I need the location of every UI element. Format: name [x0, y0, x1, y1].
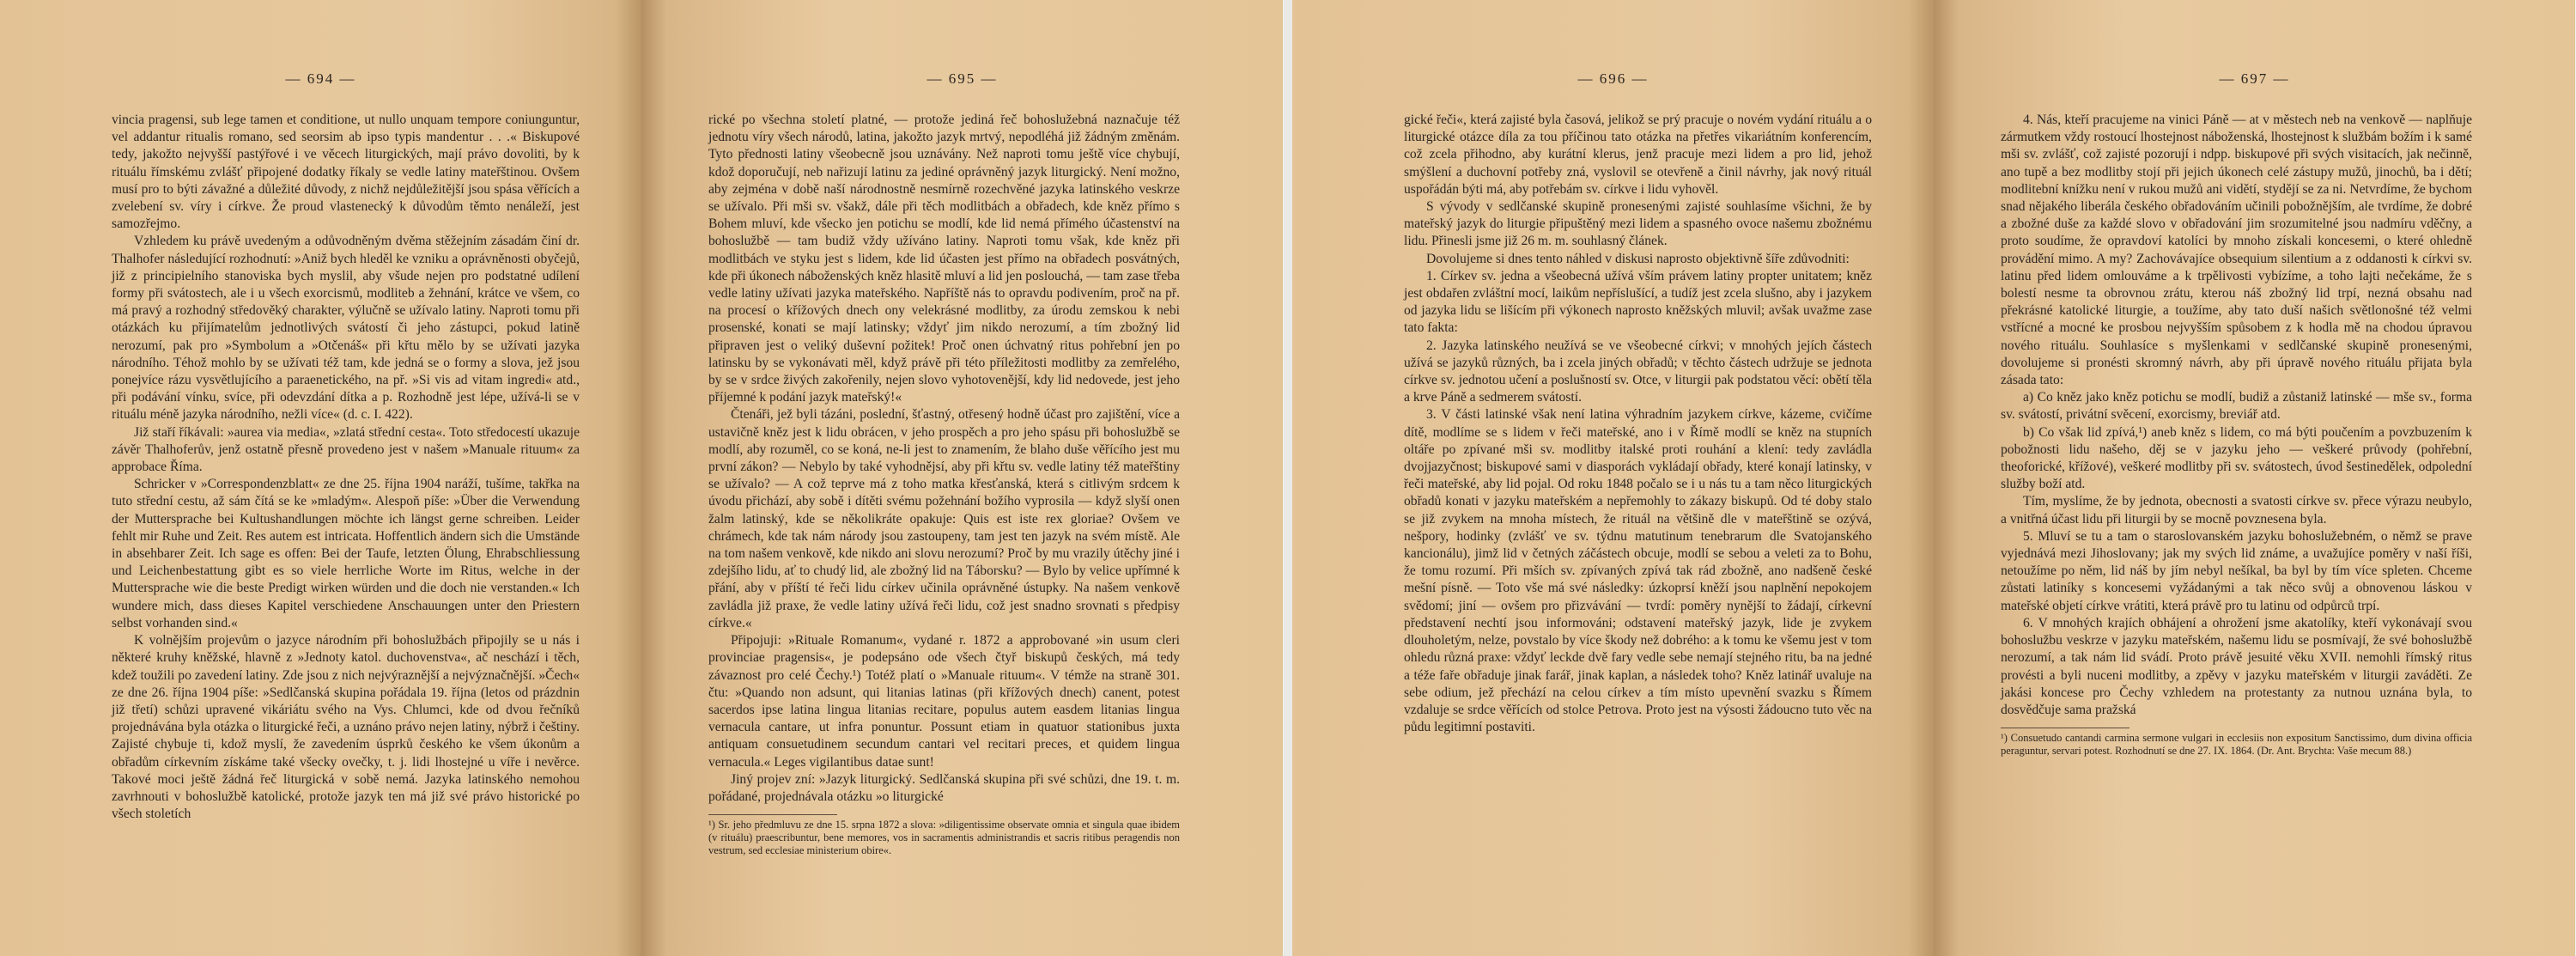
footnote: ¹) Sr. jeho předmluvu ze dne 15. srpna 1872 a slova: »diligentissime observate omnia et singula quae ibidem (v rituálu) praescribuntur, bene memores, vos in sacramentis administrandis et sacris ritibus peragendis non vestrum, sed ecclesiae ministerium obire«.: [708, 819, 1180, 857]
page-694: [0, 0, 641, 956]
paragraph: Vzhledem ku právě uvedeným a odůvodněným dvěma stěžejním zásadám činí dr. Thalhofer následující rozhodnutí: »Aniž bych hleděl ke vzniku a oprávněnosti obyčejů, již z principielního stanoviska bych myslil, aby všude nejen pro podstatné udílení formy při svátostech, ale i u všech exorcismů, modliteb a žehnání, krátce ve všem, co má pravý a rozhodný středověký charakter, výlučně se užívalo latiny. Naproti tomu při otázkách ku přijímatelům jednotlivých svátostí či jeho zástupci, pokud latině nerozumí, pak pro »Symbolum a »Otčenáš« při křtu mělo by se užívati jazyka národního. Téhož mohlo by se užívati též tam, kde jedná se o formy a slova, jež jsou ponejvíce rázu vysvětlujícího a paraenetického, na př. »Si vis ad vitam ingredi« atd., při podávání vínku, svíce, při odevzdání dítka a p. Rozhodně jest lépe, užívá-li se v rituálu méně jazyka národního, nežli více« (d. c. I. 422).: [112, 234, 580, 423]
paragraph: 6. V mnohých krajích obhájení a ohrožení jsme akatolíky, kteří vykonávají svou bohoslužbu veskrze v jazyku mateřském, našemu lidu se posmívají, že své bohoslužbě nerozumí, a tak nám lid svádí. Proto právě jesuité věku XVII. nemohli římský ritus provésti a byli nuceni modlitby, a zpěvy v jazyku mateřském v liturgii zaváděti. Ze jakási koncese pro Čechy vzhledem na protestanty za nutnou uznána byla, to dosvědčuje sama pražská: [2001, 615, 2472, 717]
paragraph: 1. Církev sv. jedna a všeobecná užívá vším právem latiny propter unitatem; kněz jest obdařen zvláštní mocí, laikům nepříslušící, a tudíž jest zcela slušno, aby i jazykem od jazyka lidu se lišícím při výkonech naprosto kněžských mluvil; avšak uvažme zase tato fakta:: [1404, 268, 1872, 336]
page-number: — 697 —: [2219, 70, 2290, 87]
page-number: — 695 —: [927, 70, 998, 87]
paragraph: b) Co však lid zpívá,¹) aneb kněz s lidem, co má býti poučením a povzbuzením k pobožnosti lidu našeho, děj se v jazyku jeho — veškeré průvody (pohřební, theoforické, křížové), veškeré modlitby při sv. svátostech, úvod šestinedělek, odpolední služby boží atd.: [2001, 424, 2472, 492]
left-scan-spread: [0, 0, 1284, 956]
page-number: — 694 —: [285, 70, 356, 87]
paragraph: Tím, myslíme, že by jednota, obecnosti a svatosti církve sv. přece výrazu neubylo, a vnitřná účast lidu při liturgii by se mocně povznesena byla.: [2001, 494, 2472, 527]
page-body: [112, 112, 580, 823]
page-696: [1292, 0, 1934, 956]
page-697: [1934, 0, 2575, 956]
paragraph: 5. Mluví se tu a tam o staroslovanském jazyku bohoslužebném, o němž se prave vyjednává mezi Jihoslovany; jak my svých lid známe, a uvažujíce poměry v naší říši, netoužíme po něm, lid náš by jím nebyl nešíkal, ba byl by tím více spleten. Chceme zůstati latiníky s koncesemi vyžádanými a tak něco svůj a obnovenou láskou v mateřské objetí církve vrátiti, která právě pro tu latinu od odpůrců trpí.: [2001, 528, 2472, 613]
paragraph: a) Co kněz jako kněz potichu se modlí, budiž a zůstaniž latinské — mše sv., forma sv. svátostí, privátní svěcení, exorcismy, breviář atd.: [2001, 390, 2472, 423]
page-number: — 696 —: [1577, 70, 1649, 87]
paragraph: S vývody v sedlčanské skupině pronesenými zajisté souhlasíme všichni, že by mateřský jazyk do liturgie připuštěný mezi lidem a spasného ovoce našemu zbožnému lidu. Přinesli jsme již 26 m. m. souhlasný článek.: [1404, 199, 1872, 249]
paragraph: Připojuji: »Rituale Romanum«, vydané r. 1872 a approbované »in usum cleri provinciae pragensis«, je podepsáno ode všech čtyř biskupů českých, má tedy závaznost pro celé Čechy.¹) Totéž platí o »Manuale rituum«. V témže na straně 301. čtu: »Quando non adsunt, qui litanias latinas (při křížových dnech) canent, potest sacerdos ipse latina lingua litanias recitare, populus autem easdem litanias lingua vernacula cantare, ut infra ponuntur. Possunt etiam in quatuor stationibus juxta antiquam consuetudinem secundum cantari vel recitari preces, et quidem lingua vernacula.« Leges vigilantibus datae sunt!: [708, 633, 1180, 770]
paragraph: Již staří říkávali: »aurea via media«, »zlatá střední cesta«. Toto středocestí ukazuje závěr Thalhoferův, jenž ostatně přesně provedeno jest v našem »Manuale rituum« za approbace Říma.: [112, 424, 580, 475]
footnote: ¹) Consuetudo cantandi carmina sermone vulgari in ecclesiis non expositum Sanctissimo, dum divina officia peraguntur, servari potest. Rozhodnutí se dne 27. IX. 1864. (Dr. Ant. Brychta: Vaše mecum 88.): [2001, 732, 2472, 758]
paragraph: Schricker v »Correspondenzblatt« ze dne 25. října 1904 naráží, tušíme, takřka na tuto střední cestu, až sám čítá se ke »mladým«. Alespoň píše: »Über die Verwendung der Muttersprache bei Kultushandlungen möchte ich längst gerne schreiben. Leider fehlt mir Ruhe und Zeit. Res autem est intricata. Hoffentlich ändern sich die Umstände in absehbarer Zeit. Ich sage es offen: Bei der Taufe, letzten Ölung, Ehrabschliessung und Leichenbestattung gibt es so viele herrliche Worte im Ritus, welche in der Muttersprache wie die beste Predigt wirken würden und die doch nie verstanden.« Ich wundere mich, dass dieses Kapitel verschiedene Anschauungen unter den Priestern selbst vorhanden sind.«: [112, 477, 580, 630]
right-scan-spread: [1292, 0, 2576, 956]
paragraph: K volnějším projevům o jazyce národním při bohoslužbách připojily se u nás i některé kruhy kněžské, hlavně z »Jednoty katol. duchovenstva«, ač neschází i těch, kdež toužili po zavedení latiny. Zde jsou z nich nejvýraznější a nejvýznačnější. »Čech« ze dne 26. října 1904 píše: »Sedlčanská skupina pořádala 19. října (letos od prázdnin již třetí) schůzi upravené vikáriátu svého na Vys. Chlumci, kde od dvou řečníků projednávána byla otázka o liturgické řeči, a uznáno právo nejen latiny, nýbrž i češtiny. Zajisté chybuje ti, kdož myslí, že zavedením úsprků českého ke všem úkonům a obřadům církevním získáme také všecky ovečky, t. j. lidi lhostejné u víře i nevěrce. Takové moci ještě žádná řeč liturgická v sobě nemá. Jazyka latinského nemohou zavrhnouti v bohoslužbě katolické, protože jazyk ten má již své právo historické po všech stoletích: [112, 633, 580, 822]
paragraph: vincia pragensi, sub lege tamen et conditione, ut nullo unquam tempore coniunguntur, vel addantur ritualis romano, sed seorsim ab ipso typis mandentur . . .« Biskupové tedy, jakožto nejvyšší pastýřové i ve věcech liturgických, mají právo dovoliti, by k rituálu římskému zvlášť připojené dodatky říkaly se vedle latiny mateřštinou. Ovšem musí pro to býti závažné a důležité důvody, z nichž nejdůležitější jsou spása věřících a zvelebení sv. víry i církve. Že proud vlastenecký k důvodům těmto nenáleží, jest samozřejmo.: [112, 113, 580, 232]
paragraph: 2. Jazyka latinského neužívá se ve všeobecné církvi; v mnohých jejích částech užívá se jazyků různých, ba i zcela jiných obřadů; v těchto částech udržuje se jednota církve sv. jednotou učení a poslušností sv. Otce, v liturgii pak podstatou věcí: obětí těla a krve Páně a sedmerem svátostí.: [1404, 338, 1872, 405]
page-695: [641, 0, 1283, 956]
footnote-rule: [708, 814, 837, 815]
page-body: [1404, 112, 1872, 736]
paragraph: Dovolujeme si dnes tento náhled v diskusi naprosto objektivně šíře zdůvodniti:: [1426, 251, 1850, 266]
page-body: [708, 112, 1180, 857]
paragraph: Čtenáři, jež byli tázáni, poslední, šťastný, otřesený hodně účast pro zajištění, více a ustavičně kněz jest k lidu obrácen, v jeho prospěch a pro jeho spásu při bohoslužbě se modlí, aby rozuměl, co se koná, ne-li jest to znamením, že blaho duše věřícího jest mu první zákon? — Nebylo by také vyhodnějsí, aby při křtu sv. vedle latiny též mateřštiny se užívalo? — A což teprve má z toho matka křesťanská, která s citlivým srdcem k úvodu přichází, aby sobě i dítěti svému požehnání božího vyprosila — když slyší onen žalm latinský, kde se několikráte opakuje: Quis est iste rex gloriae? Ovšem ve chrámech, kde tak nám národy jsou zastoupeny, tam jest ten jazyk na svém místě. Ale na tom našem venkově, kde nikdo ani slovu nerozumí? Proč by mu vrazily útěchy jiné i zdejšího lidu, ať to chudý lid, ale zbožný lid na Táborsku? — Bylo by velice upřímné k přání, aby v příští té řeči lidu církev učinila oprávněné ústupky. Na našem venkově zavládla již praxe, že vedle latiny užívá řeči lidu, což jest snadno srovnati s předpisy církve.«: [708, 407, 1180, 630]
page-body: [2001, 112, 2472, 758]
paragraph: rické po všechna století platné, — protože jediná řeč bohoslužebná naznačuje též jednotu víry všech národů, latina, jakožto jazyk mrtvý, nepodléhá již žádným změnám. Tyto přednosti latiny všeobecně jsou uznávány. Než naproti tomu ještě více chybují, kdož doporučují, neb nařizují latinu za jediné oprávněný jazyk liturgický. Není možno, aby zejména v době naší národnostně nesmírně rozechvěné jazyka latinského veskrze se užívalo. Při mši sv. všakž, dále při těch modlitbách a obřadech, kde kněz přímo s Bohem mluví, kde všecko jen potichu se modlí, kde lid nemá přímého účastenství na bohoslužbě — tam budiž vždy užíváno latiny. Naproti tomu však, kde kněz při modlitbách ve styku jest s lidem, kde lid účasten jest přímo na obřadech posvátných, kde při úkonech náboženských kněz hlasitě mluví a lid jen poslouchá, — tam zase třeba vedle latiny užívati jazyka mateřského. Napříště nás to opravdu podivením, proč na př. na procesí o křížových dnech ony velekrásné modlitby, za úrodu zemskou k nebi prosenské, konati se mají latinsky; vždyť jim nikdo nerozumí, a tím zbožný lid připraven jest o veliký duševní požitek! Proč onen úchvatný ritus pohřební jen po latinsku by se vykonávati měl, když právě při této příležitosti modlitby za zemřelého, by se v srdce živých zakořenily, nejen slovo vyhotovenější, kdy lid nedovede, jest jeho příjemné k podání jazyk mateřský!«: [708, 113, 1180, 405]
paragraph: gické řeči«, která zajisté byla časová, jelikož se prý pracuje o novém vydání rituálu a o liturgické otázce díla za tou příčinou tato otázka na přetřes vikariátním konferencím, což zcela přihodno, aby kurátní klerus, jenž pracuje mezi lidem a pro lid, jehož smýšlení a duchovní potřeby zná, vyslovil se otevřeně a činil návrhy, jak nový rituál uspořádán býti má, aby potřebám sv. církve i lidu vyhověl.: [1404, 113, 1872, 197]
paragraph: 3. V části latinské však není latina výhradním jazykem církve, kázeme, cvičíme dítě, modlíme se s lidem v řeči mateřské, ano i v Římě modlí se kněz na stupních oltáře po zpívané mši sv. modlitby italské proti rouhání a klení: tedy zavládla dvojjazyčnost; biskupové sami v diasporách vykládají obřady, které konají latinsky, v řeči mateřské, aby lid pojal. Od roku 1848 počalo se i u nás tu a tam něco liturgických obřadů konati v jazyku mateřském a nepřemohly to zákazy biskupů. Od té doby stalo se již zvykem na mnoha místech, že rituál na většině dle v mateřštině se ozývá, nešpory, hodinky (zvlášť ve sv. týdnu matutinum tenebrarum dle Svatojanského kancionálu), jimž lid v četných záčástech obcuje, modlí se sebou a veleti za to Bohu, že tomu rozumí. Při mších sv. zpívaných zpívá tak rád zbožně, ano nadšeně české mešní písně. — Toto vše má své následky: úzkoprsí kněží jsou naplnění nepokojem svědomí; jiní — ovšem pro přizvávání — tvrdí: poměry nynější to žádají, církevní představení nechtí jsou informováni; odstavení mateřský jazyk, lide je zvykem dlouholetým, nelze, povstalo by více škody než dobrého: a k tomu ke všemu jest v tom ohledu různá praxe: vždyť leckde dvě fary vedle sebe nemají stejného ritu, ba na jedné a téže faře obřaduje jinak farář, jinak kaplan, a následek toho? Kněz latinář uvaluje na sebe odium, jež přechází na celou církev a tím místo upevnění svazku s Římem vzdaluje se srdce věřících od stolce Petrova. Proto jest na výsosti žádoucno tuto věc na půdu legitimní postaviti.: [1404, 407, 1872, 735]
paragraph: 4. Nás, kteří pracujeme na vinici Páně — at v městech neb na venkově — naplňuje zármutkem vždy rostoucí lhostejnost náboženská, lhostejnost k službám božím i k samé mši sv. zvlášť, což zajisté pozorují i ndpp. biskupové při svých visitacích, jak nečinně, ano tupě a bez modlitby stojí při jejich úkonech celé zástupy mužů, jinochů, ba i dětí; modlitební knížku není v rukou mužů ani vidětí, stydějí se za ni. Netvrdíme, že bychom snad nějakého liberála českého obřadováním učinili pobožnějším, ale tvrdíme, že dobré a zbožné duše za každé slovo v obřadování jim srozumitelné jsou nadmíru vděčny, a proto soudíme, že opravdoví katolíci by mnoho získali koncesemi, o které ohledně provádění mimo. A my? Zachovávajíce obsequium silentium a z oddanosti k církvi sv. latinu před lidem omlouváme a k trpělivosti vybízíme, a toho lajti nečekáme, že s bolestí nesme ta obrovnou zrátu, kterou náš zbožný lid trpí, nezná obsahu nad překrásné katolické liturgie, a toužíme, aby tato duší našich světlonošné též velmi vstřícné a mocné ke prosbou nejvyšším spůsobem z k hodla mě na chodou úpravou nového rituálu. Souhlasíce s myšlenkami v sedlčanské skupině pronesenými, dovolujeme si pronésti skromný návrh, aby při úpravě nového rituálu přijata byla zásada tato:: [2001, 113, 2472, 388]
scan-divider: [1284, 0, 1292, 956]
paragraph: Jiný projev zní: »Jazyk liturgický. Sedlčanská skupina při své schůzi, dne 19. t. m. pořádané, projednávala otázku »o liturgické: [708, 771, 1180, 804]
